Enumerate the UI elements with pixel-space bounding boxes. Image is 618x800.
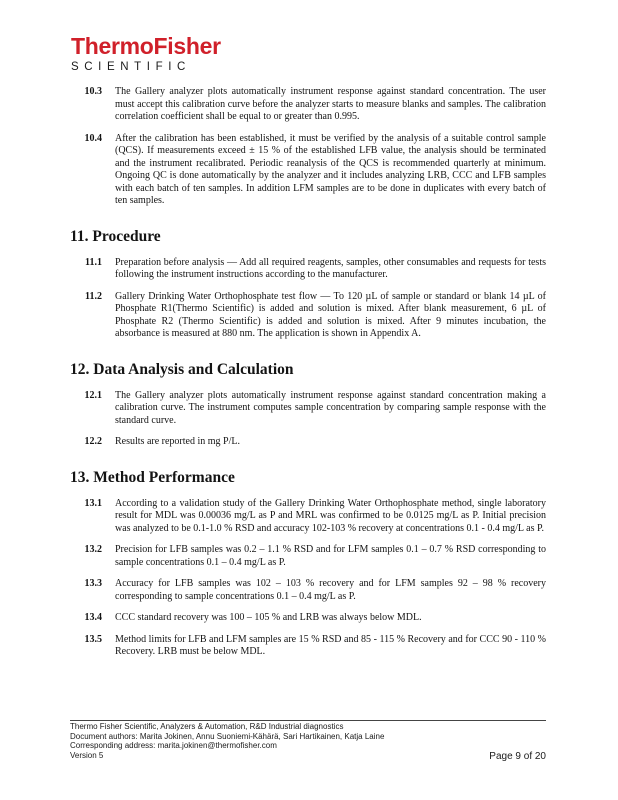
list-item-13-1 [70, 498, 546, 536]
page-footer [70, 720, 546, 762]
item-text: Results are reported in mg P/L. [115, 436, 240, 447]
item-text: The Gallery analyzer plots automatically instrument response against standard concentration. The user must accept this calibration curve before the analyzer starts to measure blanks and samples. The calibration correlation coefficient shall be equal to or greater than 0.995. [115, 86, 546, 122]
item-number: 13.1 [84, 497, 102, 509]
item-number: 10.3 [84, 86, 102, 97]
item-number: 12.2 [84, 436, 102, 447]
item-text: Precision for LFB samples was 0.2 – 1.1 % RSD and for LFM samples 0.1 – 0.7 % RSD corresponding to sample concentrations 0.1 – 0.4 mg/L as P. [115, 544, 546, 568]
list-item-13-4 [70, 612, 546, 625]
list-item-13-5 [70, 634, 546, 659]
company-logo [71, 33, 221, 74]
item-text: CCC standard recovery was 100 – 105 % and LRB was always below MDL. [115, 612, 422, 623]
item-text: After the calibration has been established, it must be verified by the analysis of a suitable control sample (QCS). If measurements exceed ± 15 % of the established LFB value, the analysis should be terminated and the instrument recalibrated. Periodic reanalysis of the QCS is recommended quarterly at minimum. Ongoing QC is done automatically by the analyzer and it includes analyzing LRB, CCC and LFB samples with each batch of ten samples. In addition LFM samples are to be done in duplicates with every batch of ten samples. [115, 132, 546, 206]
item-number: 13.3 [84, 578, 102, 589]
list-item-10-4 [70, 133, 546, 208]
logo-subtitle: SCIENTIFIC [71, 61, 191, 73]
item-text: Preparation before analysis — Add all required reagents, samples, other consumables and requests for tests following the instrument instructions according to the manufacturer. [115, 256, 546, 280]
item-text: The Gallery analyzer plots automatically instrument response against standard concentration making a calibration curve. The instrument computes sample concentration by comparing sample response with the standard curve. [115, 389, 546, 426]
page-number: Page 9 of 20 [489, 750, 546, 762]
footer-authors: Document authors: Marita Jokinen, Annu Suoniemi-Kähärä, Sari Hartikainen, Katja Laine [70, 731, 385, 741]
list-item-13-3 [70, 578, 546, 603]
section-heading-data-analysis: 12. Data Analysis and Calculation [70, 360, 294, 378]
list-item-11-1 [70, 257, 546, 282]
item-text: Accuracy for LFB samples was 102 – 103 % recovery and for LFM samples 92 – 98 % recovery corresponding to sample concentrations 0.1 – 0.4 mg/L as P. [115, 578, 546, 602]
item-number: 13.5 [84, 633, 102, 645]
item-number: 11.2 [85, 290, 102, 302]
item-number: 13.4 [84, 612, 102, 623]
section-heading-method-performance: 13. Method Performance [70, 468, 235, 486]
item-text: Gallery Drinking Water Orthophosphate test flow — To 120 µL of sample or standard or blank 14 µL of Phosphate R1(Thermo Scientific) is added and solution is mixed. After blank measurement, 6 µL of Phosphate R2 (Thermo Scientific) is added and solution is mixed. After 9 minutes incubation, the absorbance is measured at 880 nm. The application is shown in Appendix A. [115, 290, 546, 339]
item-text: According to a validation study of the Gallery Drinking Water Orthophosphate method, single laboratory result for MDL was 0.00036 mg/L as P and MRL was confirmed to be 0.0125 mg/L as P. Initial precision was analyzed to be 0.1-1.0 % RSD and accuracy 102-103 % recovery at concentrations 0.1 - 0.4 mg/L as P. [115, 497, 546, 534]
footer-version: Version 5 [70, 750, 104, 760]
list-item-13-2 [70, 544, 546, 569]
item-text: Method limits for LFB and LFM samples are 15 % RSD and 85 - 115 % Recovery and for CCC 90 - 110 % Recovery. LRB must be below MDL. [115, 633, 546, 657]
footer-contact: Corresponding address: marita.jokinen@thermofisher.com [70, 741, 277, 751]
list-item-10-3 [70, 86, 546, 124]
logo-wordmark: ThermoFisher [71, 33, 221, 59]
document-body [70, 86, 546, 668]
item-number: 12.1 [84, 389, 102, 401]
item-number: 11.1 [85, 256, 102, 268]
list-item-12-1 [70, 390, 546, 428]
footer-organization: Thermo Fisher Scientific, Analyzers & Automation, R&D Industrial diagnostics [70, 722, 344, 731]
section-heading-procedure: 11. Procedure [70, 227, 161, 245]
list-item-11-2 [70, 291, 546, 341]
list-item-12-2 [70, 436, 546, 449]
item-number: 13.2 [84, 544, 102, 555]
item-number: 10.4 [84, 132, 102, 144]
